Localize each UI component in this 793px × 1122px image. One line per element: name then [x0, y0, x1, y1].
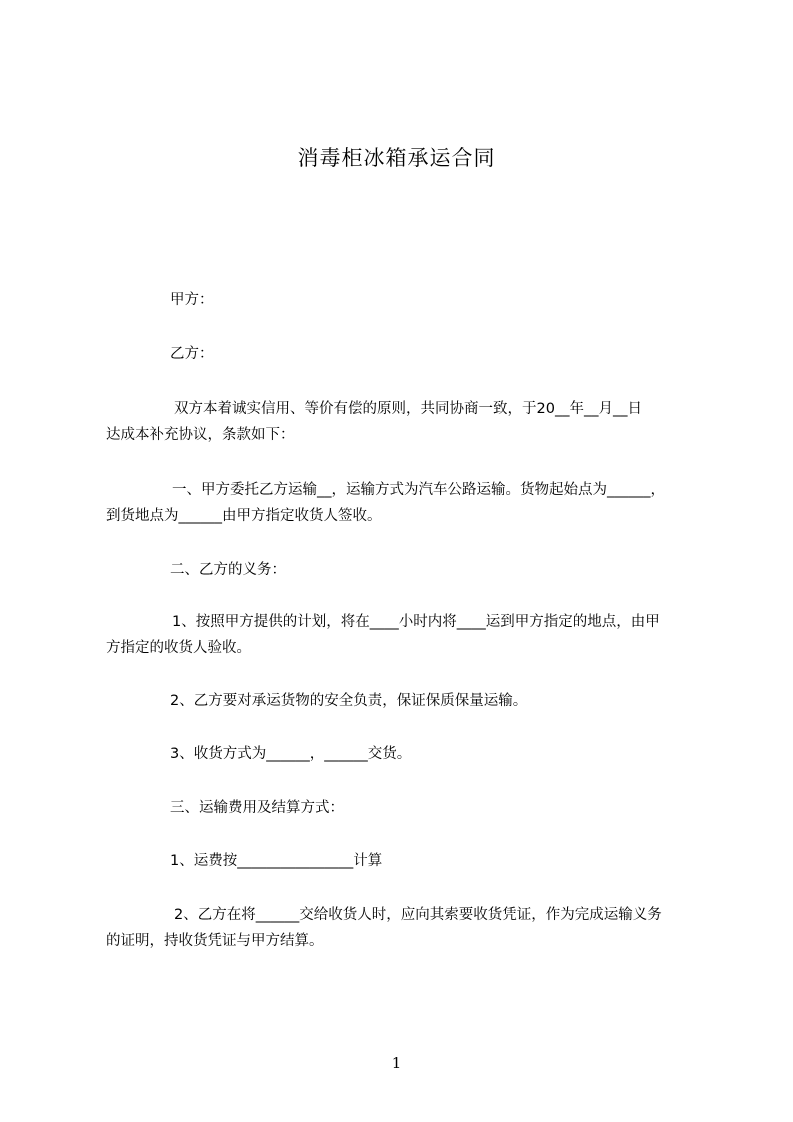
item-2-2: 2、乙方要对承运货物的安全负责，保证保质保量运输。: [170, 693, 528, 709]
item-2-1-line-1: 1、按照甲方提供的计划，将在____小时内将____运到甲方指定的地点，由甲: [172, 614, 660, 630]
clause-1-line-1: 一、甲方委托乙方运输__，运输方式为汽车公路运输。货物起始点为______，: [172, 482, 665, 498]
intro-paragraph-line-1: 双方本着诚实信用、等价有偿的原则，共同协商一致，于20__年__月__日: [174, 401, 642, 417]
section-3-heading: 三、运输费用及结算方式：: [170, 800, 344, 816]
section-2-heading: 二、乙方的义务：: [170, 562, 286, 578]
document-title: 消毒柜冰箱承运合同: [297, 146, 496, 170]
item-3-1: 1、运费按________________计算: [170, 853, 383, 869]
intro-paragraph-line-2: 达成本补充协议，条款如下：: [106, 427, 295, 443]
clause-1-line-2: 到货地点为______由甲方指定收货人签收。: [106, 508, 382, 524]
party-b-label: 乙方：: [170, 346, 214, 362]
party-a-label: 甲方：: [170, 292, 214, 308]
item-2-3: 3、收货方式为______，______交货。: [170, 746, 412, 762]
item-2-1-line-2: 方指定的收货人验收。: [106, 640, 251, 656]
page-number: 1: [391, 1054, 402, 1072]
item-3-2-line-1: 2、乙方在将______交给收货人时，应向其索要收货凭证，作为完成运输义务: [174, 907, 662, 923]
item-3-2-line-2: 的证明，持收货凭证与甲方结算。: [106, 933, 324, 949]
